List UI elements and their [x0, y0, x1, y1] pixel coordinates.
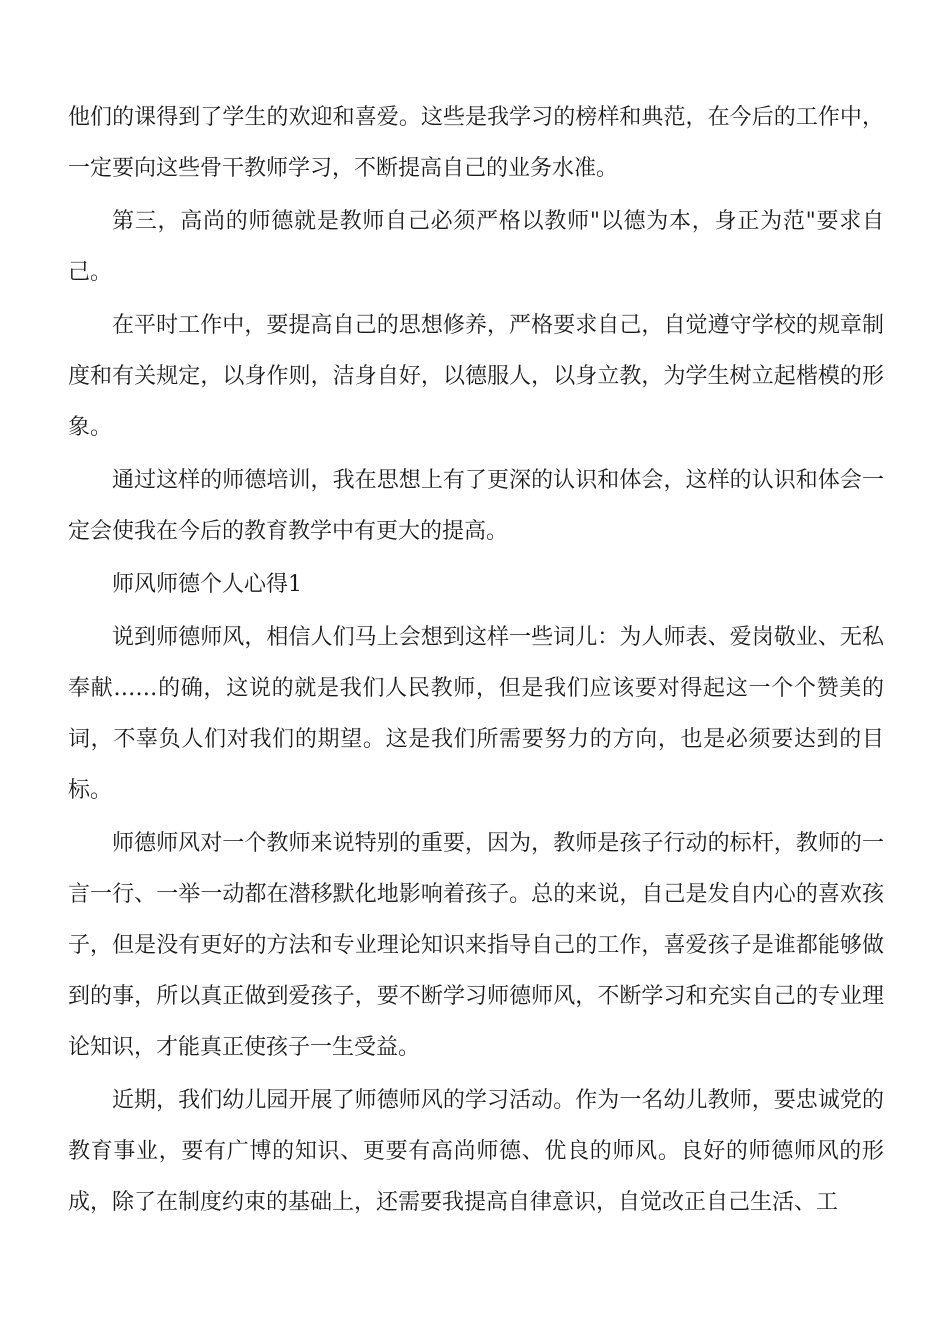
paragraph-third-point: 第三，高尚的师德就是教师自己必须严格以教师"以德为本，身正为范"要求自己。: [68, 209, 884, 285]
paragraph-teacher-ethics-intro: 说到师德师风，相信人们马上会想到这样一些词儿：为人师表、爱岗敬业、无私奉献……的确，这说的就是我们人民教师，但是我们应该要对得起这一个个赞美的词，不辜负人们对我们的期望。这是我们所需要努力的方向，也是必须要达到的目标。: [68, 625, 884, 803]
paragraph-daily-work: 在平时工作中，要提高自己的思想修养，严格要求自己，自觉遵守学校的规章制度和有关规定，以身作则，洁身自好，以德服人，以身立教，为学生树立起楷模的形象。: [68, 313, 884, 440]
document-page: [68, 92, 884, 1230]
paragraph-training-summary: 通过这样的师德培训，我在思想上有了更深的认识和体会，这样的认识和体会一定会使我在今后的教育教学中有更大的提高。: [68, 468, 884, 544]
paragraph-ethics-importance: 师德师风对一个教师来说特别的重要，因为，教师是孩子行动的标杆，教师的一言一行、一举一动都在潜移默化地影响着孩子。总的来说，自己是发自内心的喜欢孩子，但是没有更好的方法和专业理论知识来指导自己的工作，喜爱孩子是谁都能够做到的事，所以真正做到爱孩子，要不断学习师德师风，不断学习和充实自己的专业理论知识，才能真正使孩子一生受益。: [68, 831, 884, 1060]
paragraph-continuation: 他们的课得到了学生的欢迎和喜爱。这些是我学习的榜样和典范，在今后的工作中，一定要向这些骨干教师学习，不断提高自己的业务水准。: [68, 105, 884, 181]
section-heading: 师风师德个人心得1: [112, 572, 302, 597]
paragraph-kindergarten-activity: 近期，我们幼儿园开展了师德师风的学习活动。作为一名幼儿教师，要忠诚党的教育事业，要有广博的知识、更要有高尚师德、优良的师风。良好的师德师风的形成，除了在制度约束的基础上，还需要我提高自律意识，自觉改正自己生活、工: [68, 1088, 884, 1215]
